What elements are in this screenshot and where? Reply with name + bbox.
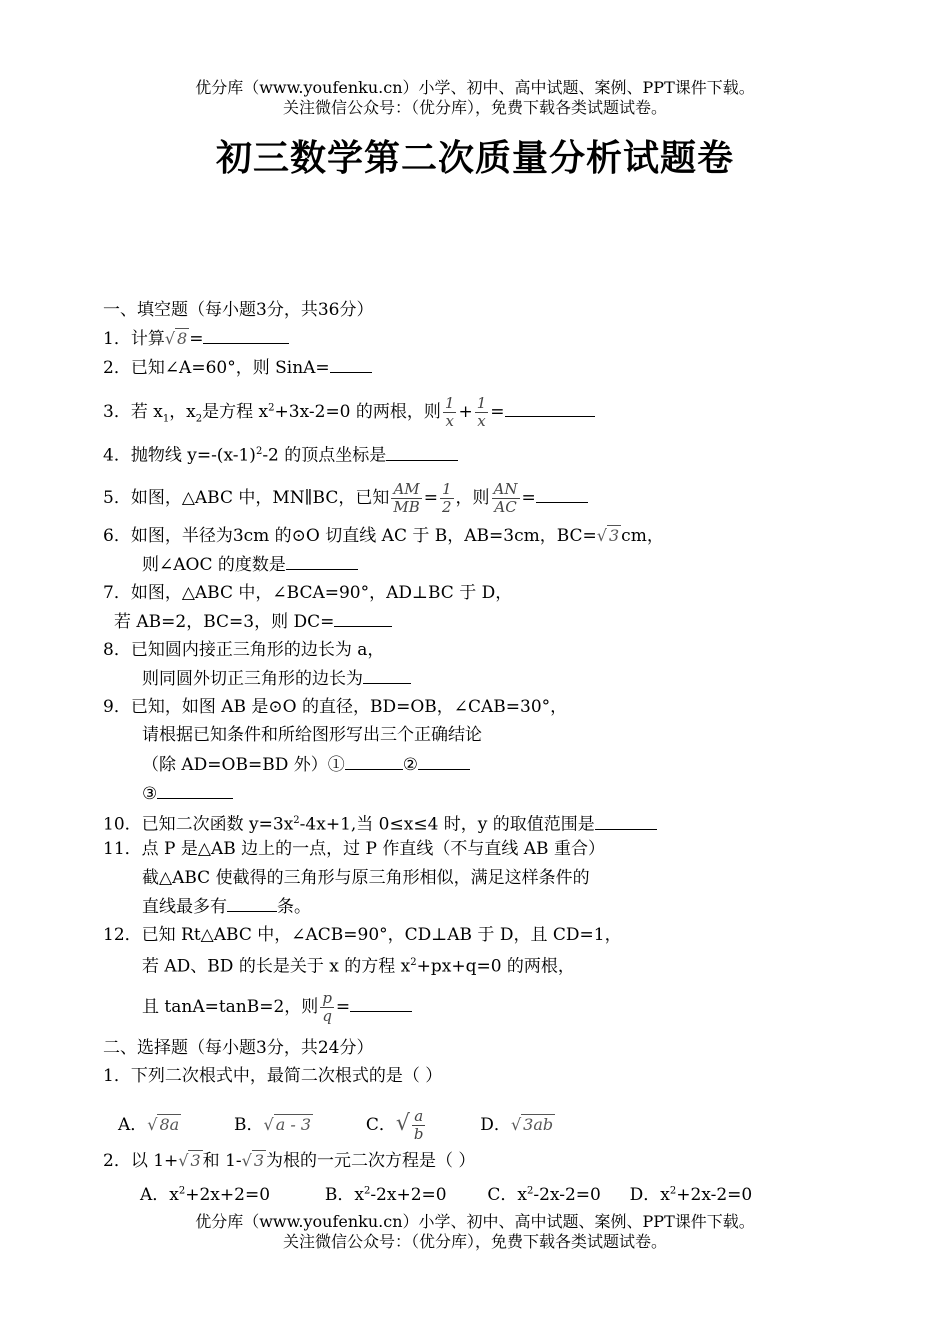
fraction: $\frac{1}{2}$ — [441, 480, 452, 516]
answer-blank — [203, 327, 289, 344]
sqrt-symbol: √ 8 — [164, 329, 188, 348]
sqrt-symbol: √ 3 — [596, 526, 620, 545]
question-1-8: 8．已知圆内接正三角形的边长为 a， — [103, 640, 385, 660]
question-1-7-cont: 若 AB=2，BC=3，则 DC= — [114, 610, 392, 633]
question-1-12: 12．已知 Rt△ABC 中，∠ACB=90°，CD⊥AB 于 D，且 CD=1， — [103, 925, 622, 945]
sqrt-symbol: √ 3 — [241, 1151, 265, 1170]
question-1-6-cont: 则∠AOC 的度数是 — [142, 553, 358, 576]
answer-blank — [227, 895, 277, 912]
section1-heading: 一、填空题（每小题3分，共36分） — [103, 300, 374, 320]
question-1-3: 3．若 $x_1$，$x_2$是方程 $x^2+3x-2=0$ 的两根，则 $\frac{1}{x}$ + $\frac{1}{x}$ = — [103, 395, 595, 430]
option-c: C．$x^2-2x-2=0$ — [487, 1184, 601, 1205]
question-1-9-cont2: （除 AD=OB=BD 外）① ② — [142, 753, 470, 776]
option-b: B．√ a - 3 — [234, 1115, 312, 1135]
fraction: $\frac{AM}{MB}$ — [393, 480, 420, 516]
answer-blank — [157, 782, 233, 799]
option-a: A．√ 8a — [118, 1115, 180, 1135]
question-2-2-options — [140, 1180, 752, 1206]
question-1-10: 10．已知二次函数 $y=3x^2-4x+1$,当 0≤x≤4 时，y 的取值范围是 — [103, 810, 657, 836]
page-title: 初三数学第二次质量分析试题卷 — [215, 137, 734, 179]
header-line-1: 优分库（www.youfenku.cn）小学、初中、高中试题、案例、PPT课件下载。 — [195, 78, 755, 97]
question-1-11-cont: 截△ABC 使截得的三角形与原三角形相似，满足这样条件的 — [142, 868, 590, 888]
fraction: $\frac{p}{q}$ — [322, 989, 332, 1025]
footer-line-2: 关注微信公众号：（优分库），免费下载各类试题试卷。 — [282, 1232, 667, 1251]
fraction: $\frac{a}{b}$ — [413, 1107, 424, 1143]
question-1-11-cont2: 直线最多有 条。 — [142, 897, 311, 917]
option-d: D．$x^2+2x-2=0$ — [629, 1184, 753, 1205]
fraction: $\frac{1}{x}$ — [476, 394, 487, 430]
fraction: $\frac{1}{x}$ — [444, 394, 455, 430]
answer-blank — [595, 813, 657, 830]
answer-blank — [386, 444, 458, 461]
answer-blank — [330, 356, 372, 373]
sqrt-symbol: √ — [395, 1111, 410, 1136]
question-1-5: 5．如图，△ABC 中，MN∥BC，已知 $\frac{AM}{MB}$ = $\frac{1}{2}$ ，则 $\frac{AN}{AC}$ = — [103, 481, 588, 516]
answer-blank — [536, 486, 588, 503]
option-d: D．√ 3ab — [480, 1115, 554, 1135]
answer-blank — [363, 667, 411, 684]
question-1-12-cont2: 且 tanA=tanB=2，则 $\frac{p}{q}$ = — [142, 990, 412, 1025]
answer-blank — [345, 753, 403, 770]
answer-blank — [334, 610, 392, 627]
question-1-1: 1．计算√ 8 = — [103, 327, 289, 350]
header-line-2: 关注微信公众号：（优分库），免费下载各类试题试卷。 — [282, 98, 667, 117]
question-1-7: 7．如图，△ABC 中，∠BCA=90°，AD⊥BC 于 D， — [103, 583, 513, 603]
answer-blank — [418, 753, 470, 770]
answer-blank — [286, 553, 358, 570]
option-a: A．$x^2+2x+2=0$ — [140, 1184, 271, 1205]
question-1-2: 2．已知∠A=60°，则 SinA= — [103, 356, 372, 379]
question-2-2: 2．以 1+√ 3 和 1-√ 3 为根的一元二次方程是（ ） — [103, 1151, 476, 1171]
question-2-1: 1．下列二次根式中，最简二次根式的是（ ） — [103, 1066, 443, 1086]
question-1-9-cont3: ③ — [142, 782, 233, 805]
question-1-4: 4．抛物线 $y=-(x-1)^2-2$ 的顶点坐标是 — [103, 441, 458, 467]
section2-heading: 二、选择题（每小题3分，共24分） — [103, 1038, 374, 1058]
question-2-1-options — [118, 1108, 555, 1143]
option-c: C．√ $\frac{a}{b}$ — [365, 1107, 424, 1143]
fraction: $\frac{AN}{AC}$ — [493, 480, 518, 516]
question-1-6: 6．如图，半径为3cm 的⊙O 切直线 AC 于 B，AB=3cm，BC=√ 3 cm， — [103, 526, 664, 546]
sqrt-symbol: √ 3 — [178, 1151, 201, 1170]
question-1-11: 11．点 P 是△AB 边上的一点，过 P 作直线（不与直线 AB 重合） — [103, 839, 605, 859]
question-1-9-cont: 请根据已知条件和所给图形写出三个正确结论 — [142, 725, 482, 745]
sqrt-symbol: √ 8a — [147, 1115, 180, 1134]
sqrt-symbol: √ 3ab — [510, 1115, 554, 1134]
footer-line-1: 优分库（www.youfenku.cn）小学、初中、高中试题、案例、PPT课件下载。 — [195, 1212, 755, 1231]
question-1-12-cont: 若 AD、BD 的长是关于 x 的方程 $x^2+px+q=0$ 的两根， — [142, 956, 575, 977]
answer-blank — [350, 995, 412, 1012]
option-b: B．$x^2-2x+2=0$ — [324, 1184, 447, 1205]
sqrt-symbol: √ a - 3 — [263, 1115, 312, 1134]
question-1-9: 9．已知，如图 AB 是⊙O 的直径，BD=OB，∠CAB=30°， — [103, 697, 568, 717]
question-1-8-cont: 则同圆外切正三角形的边长为 — [142, 667, 411, 690]
answer-blank — [505, 400, 595, 417]
